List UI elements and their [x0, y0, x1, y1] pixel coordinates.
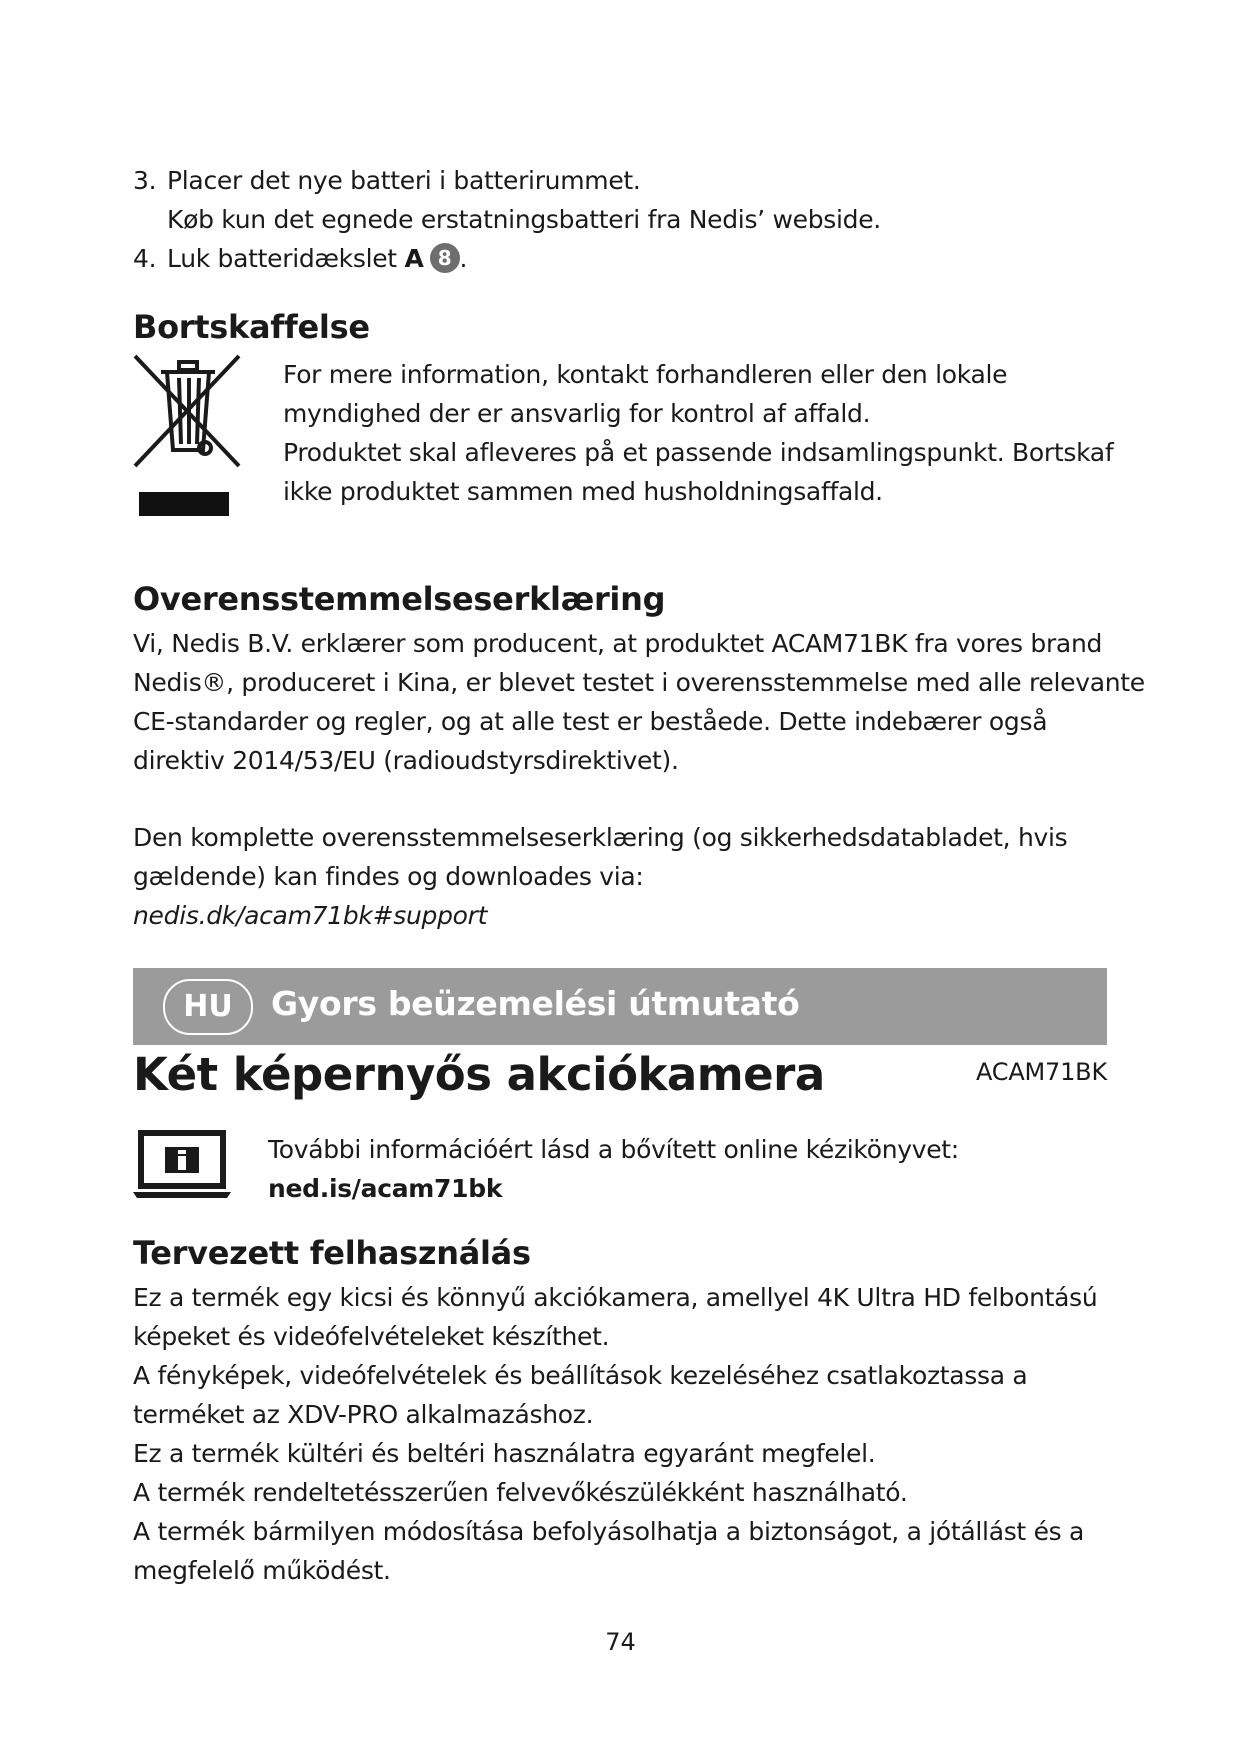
conformity-paragraph-2	[133, 818, 1067, 935]
intended-use-line: képeket és videófelvételeket készíthet.	[133, 1322, 610, 1351]
step-number: 4.	[133, 244, 157, 273]
intended-use-line: Ez a termék kültéri és beltéri használatra egyaránt megfelel.	[133, 1439, 876, 1468]
step-3-note: Køb kun det egnede erstatningsbatteri fra Nedis’ webside.	[167, 205, 881, 234]
conformity-heading: Overensstemmelseserklæring	[133, 580, 666, 618]
manual-text: További információért lásd a bővített online kézikönyvet:	[268, 1135, 959, 1164]
conformity-line: gældende) kan findes og downloades via:	[133, 862, 644, 891]
page-number: 74	[605, 1628, 636, 1656]
conformity-line: Vi, Nedis B.V. erklærer som producent, at produktet ACAM71BK fra vores brand	[133, 629, 1103, 658]
conformity-line: CE-standarder og regler, og at alle test er beståede. Dette indebærer også	[133, 707, 1048, 736]
conformity-line: direktiv 2014/53/EU (radioudstyrsdirektivet).	[133, 746, 679, 775]
intended-use-line: terméket az XDV-PRO alkalmazáshoz.	[133, 1400, 594, 1429]
crossed-out-wheelie-bin-icon	[131, 352, 243, 518]
intended-use-line: A termék rendeltetésszerűen felvevőkészülékként használható.	[133, 1478, 908, 1507]
disposal-line: For mere information, kontakt forhandleren eller den lokale	[283, 360, 1008, 389]
manual-info	[268, 1130, 959, 1208]
product-code: ACAM71BK	[975, 1058, 1107, 1086]
support-link[interactable]: nedis.dk/acam71bk#support	[133, 901, 488, 930]
intended-use-line: megfelelő működést.	[133, 1556, 391, 1585]
disposal-heading: Bortskaffelse	[133, 308, 370, 346]
step-3	[133, 161, 641, 200]
step-text: Placer det nye batteri i batterirummet.	[167, 166, 641, 195]
disposal-line: Produktet skal afleveres på et passende indsamlingspunkt. Bortskaf	[283, 438, 1114, 467]
disposal-line: ikke produktet sammen med husholdningsaffald.	[283, 477, 883, 506]
intended-use-line: A termék bármilyen módosítása befolyásolhatja a biztonságot, a jótállást és a	[133, 1517, 1085, 1546]
part-reference: A	[404, 244, 424, 273]
intended-use-line: A fényképek, videófelvételek és beállítások kezeléséhez csatlakoztassa a	[133, 1361, 1028, 1390]
manual-link[interactable]: ned.is/acam71bk	[268, 1174, 503, 1203]
disposal-text	[283, 355, 1113, 511]
intended-use-line: Ez a termék egy kicsi és könnyű akciókamera, amellyel 4K Ultra HD felbontású	[133, 1283, 1098, 1312]
language-banner	[133, 968, 1107, 1045]
disposal-line: myndighed der er ansvarlig for kontrol af affald.	[283, 399, 871, 428]
step-number: 3.	[133, 166, 157, 195]
step-text: Luk batteridækslet	[167, 244, 397, 273]
conformity-paragraph-1	[133, 624, 1145, 780]
language-code-badge: HU	[163, 979, 253, 1035]
conformity-line: Den komplette overensstemmelseserklæring (og sikkerhedsdatabladet, hvis	[133, 823, 1068, 852]
intended-use-heading: Tervezett felhasználás	[133, 1234, 531, 1272]
intended-use-text	[133, 1278, 1097, 1590]
product-title: Két képernyős akciókamera	[133, 1048, 825, 1101]
laptop-info-icon	[131, 1130, 233, 1200]
figure-badge: 8	[430, 243, 460, 273]
banner-title: Gyors beüzemelési útmutató	[271, 984, 800, 1023]
conformity-line: Nedis®, produceret i Kina, er blevet testet i overensstemmelse med alle relevante	[133, 668, 1145, 697]
step-4: 4. Luk batteridækslet A 8 .	[133, 239, 467, 278]
